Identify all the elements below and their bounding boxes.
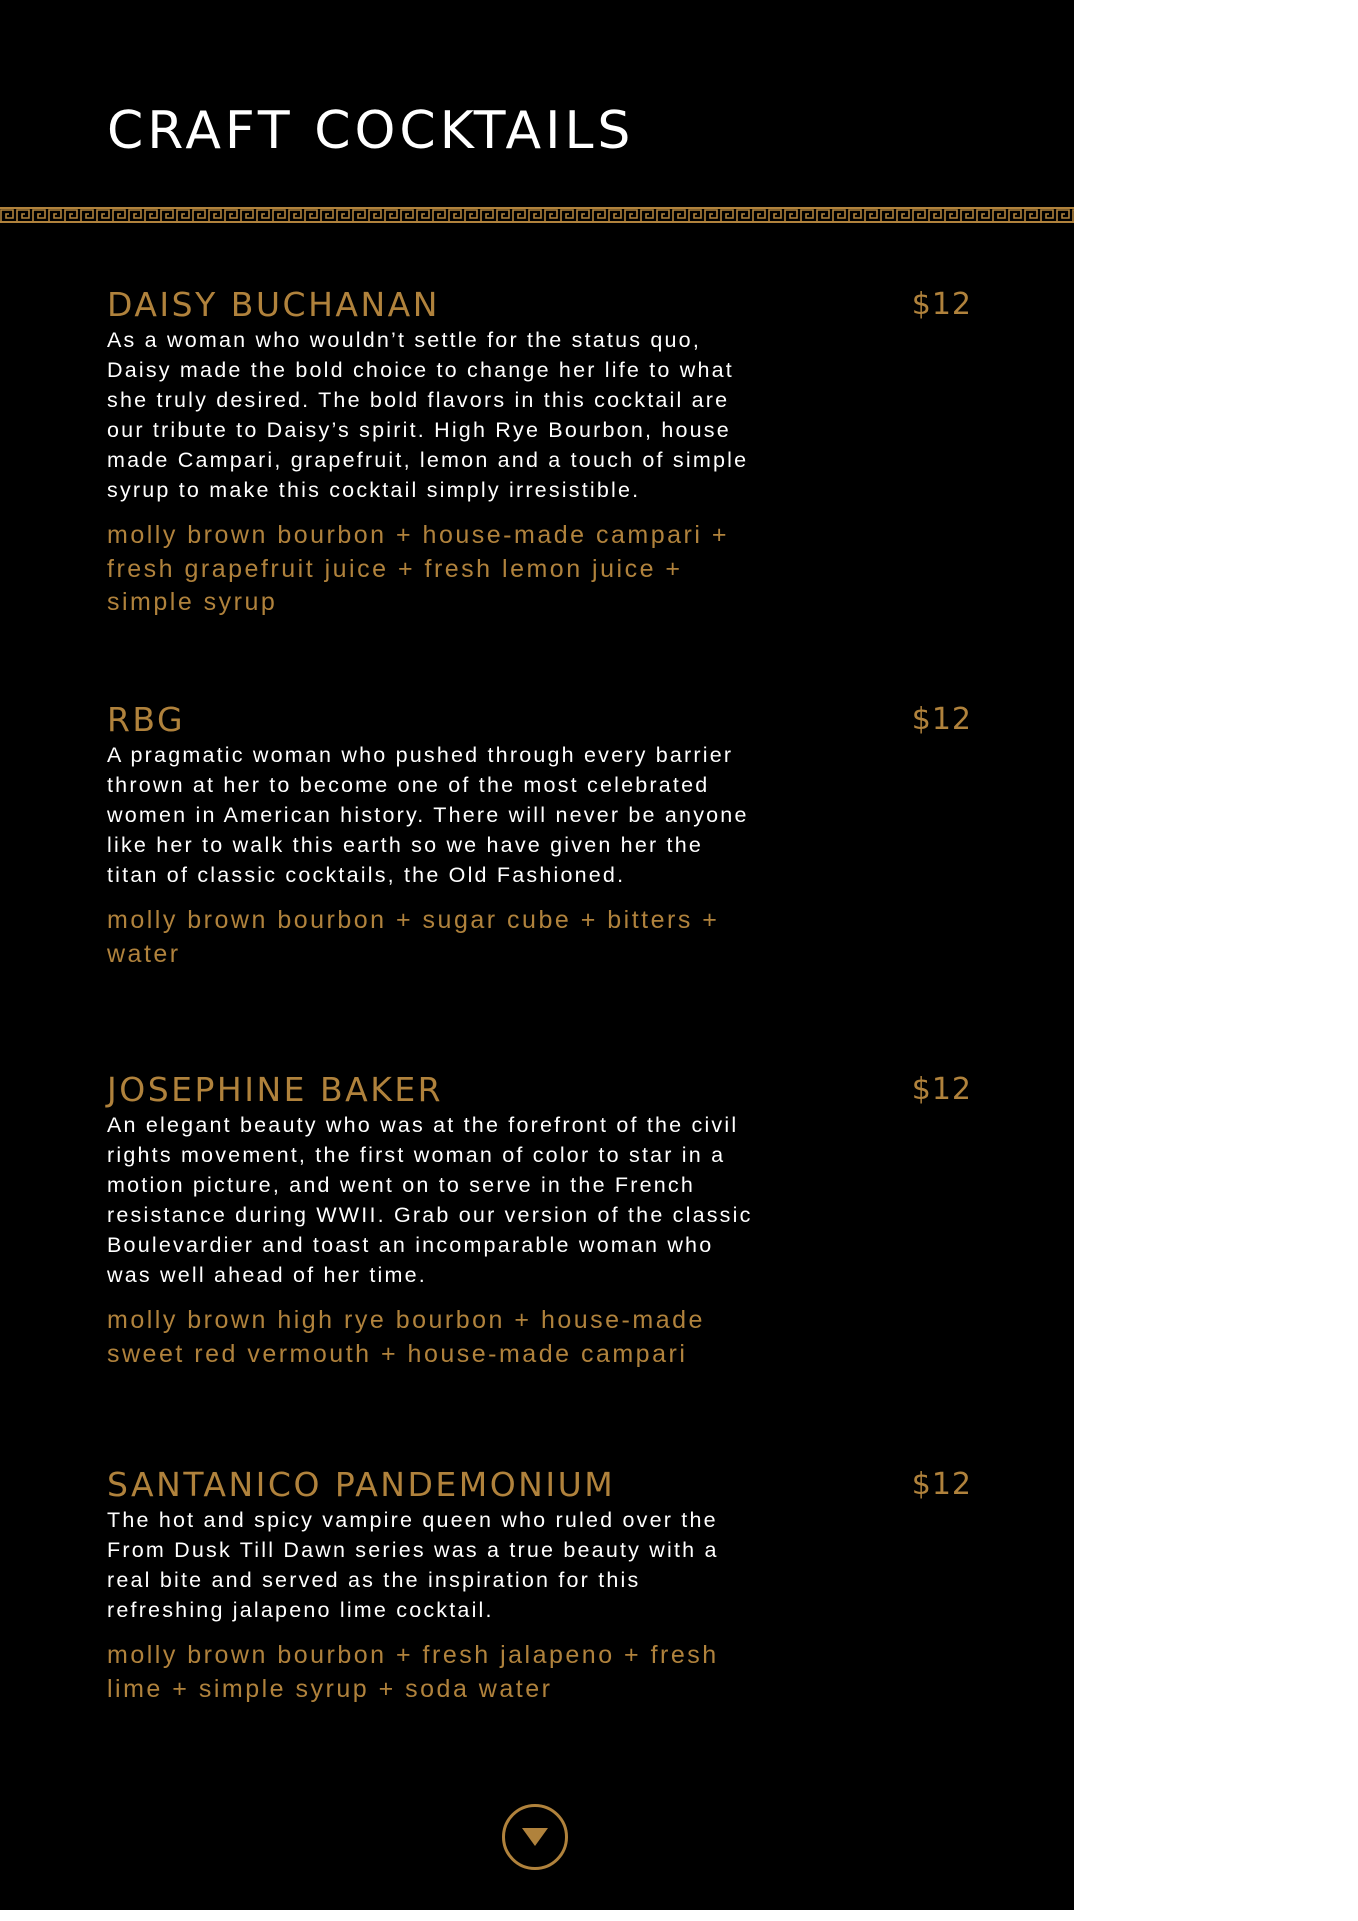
cocktail-name: DAISY BUCHANAN [107,285,440,324]
cocktail-description: The hot and spicy vampire queen who ruled over the From Dusk Till Dawn series was a true beauty with a real bite and served as the inspiration for this refreshing jalapeno lime cocktail. [107,1508,719,1622]
cocktail-description: An elegant beauty who was at the forefront of the civil rights movement, the first woman of color to star in a motion picture, and went on to serve in the French resistance during WWII. Grab our version of the classic Boulevardier and toast an incomparable woman who was well ahead of her time. [107,1113,753,1287]
menu-item [107,700,987,971]
cocktail-ingredients: molly brown high rye bourbon + house-made sweet red vermouth + house-made campari [107,1306,705,1368]
cocktail-price: $12 [911,287,972,322]
cocktail-description: A pragmatic woman who pushed through every barrier thrown at her to become one of the most celebrated women in American history. There will never be anyone like her to walk this earth so we have given her the titan of classic cocktails, the Old Fashioned. [107,743,749,887]
cocktail-ingredients: molly brown bourbon + house-made campari + fresh grapefruit juice + fresh lemon juice + simple syrup [107,521,729,616]
greek-key-divider [0,207,1074,223]
scroll-down-button[interactable] [502,1804,568,1870]
cocktail-name: JOSEPHINE BAKER [107,1070,444,1109]
menu-item [107,285,987,620]
cocktail-price: $12 [911,702,972,737]
page-title: CRAFT COCKTAILS [107,101,635,161]
cocktail-description: As a woman who wouldn’t settle for the status quo, Daisy made the bold choice to change her life to what she truly desired. The bold flavors in this cocktail are our tribute to Daisy’s spirit. High Rye Bourbon, house made Campari, grapefruit, lemon and a touch of simple syrup to make this cocktail simply irresistible. [107,328,749,502]
cocktail-price: $12 [911,1467,972,1502]
menu-item [107,1465,987,1706]
cocktail-price: $12 [911,1072,972,1107]
cocktail-ingredients: molly brown bourbon + fresh jalapeno + fresh lime + simple syrup + soda water [107,1641,719,1703]
chevron-down-circle-icon [520,1826,550,1848]
cocktail-ingredients: molly brown bourbon + sugar cube + bitters + water [107,906,720,968]
menu-item [107,1070,987,1371]
cocktail-name: RBG [107,700,186,739]
cocktail-name: SANTANICO PANDEMONIUM [107,1465,616,1504]
